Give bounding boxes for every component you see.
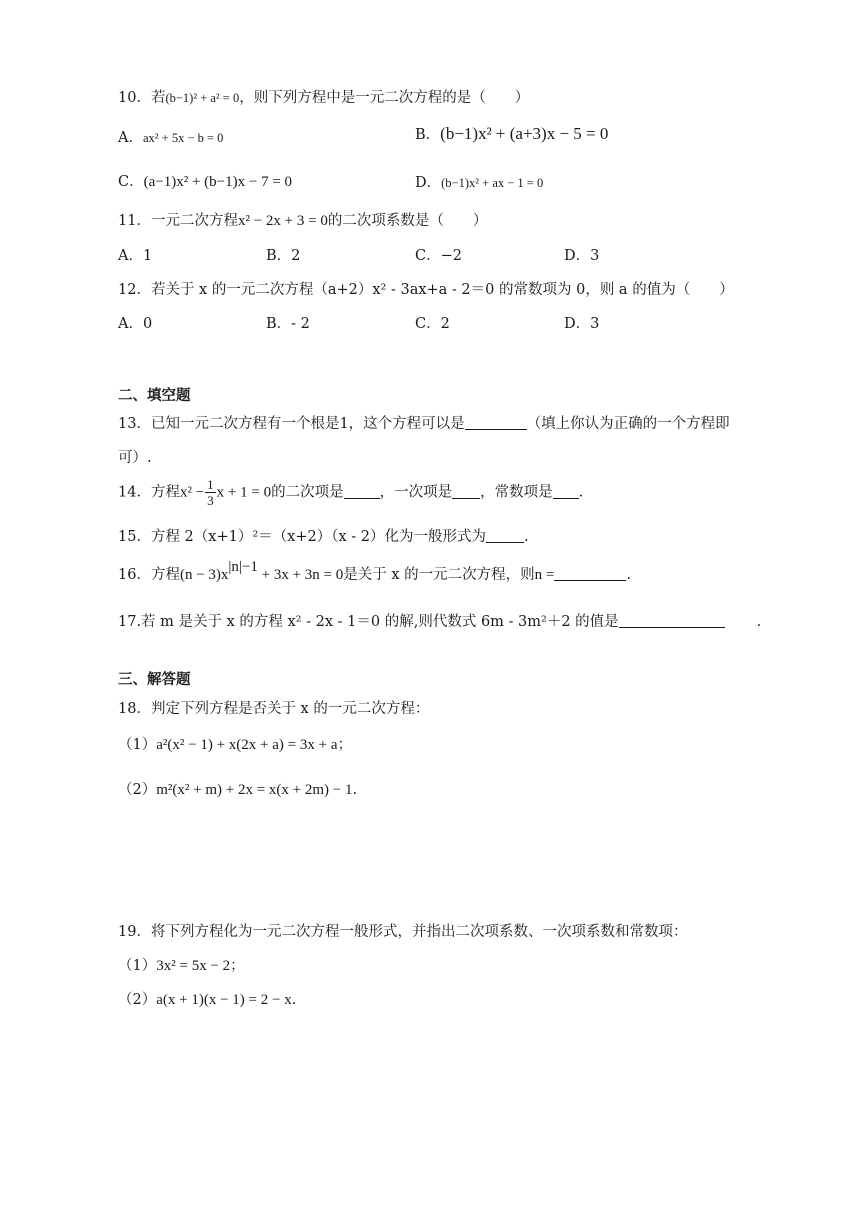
question-text: 是关于 x 的一元二次方程，则	[343, 567, 535, 583]
part-punctuation: ；	[230, 958, 245, 974]
question-text: .	[756, 614, 762, 630]
question-13-line-2: 可）.	[118, 450, 152, 466]
part-equation: a(x + 1)(x − 1) = 2 − x	[156, 992, 292, 1008]
equation-part: (n − 3)x	[179, 567, 229, 583]
q11-option-b: B．2	[266, 248, 301, 264]
question-text: .	[578, 484, 584, 501]
question-17	[118, 610, 761, 631]
equation-part: x + 1 = 0	[216, 484, 272, 501]
question-number: 11．一元二次方程	[118, 213, 238, 229]
question-19-part-1	[118, 954, 245, 975]
question-text: 的二次项是	[271, 484, 344, 501]
question-text: ，一次项是	[379, 484, 453, 501]
question-text: 15．方程 2（x+1）²＝（x+2）（x ‐ 2）化为一般形式为	[118, 529, 486, 545]
question-text: ，常数项是	[480, 484, 553, 501]
part-label: （2）	[118, 782, 157, 798]
fraction-denominator: 3	[207, 493, 214, 508]
answer-blank[interactable]	[344, 484, 380, 499]
question-19-stem: 19．将下列方程化为一元二次方程一般形式，并指出二次项系数、一次项系数和常数项：	[118, 924, 688, 940]
answer-blank[interactable]	[452, 484, 480, 499]
part-equation: m²(x² + m) + 2x = x(x + 2m) − 1	[156, 782, 353, 798]
q12-option-a: A．0	[118, 316, 153, 332]
fraction-numerator: 1	[207, 477, 214, 492]
option-label: C．	[118, 174, 144, 190]
option-equation: ax² + 5x − b = 0	[142, 131, 224, 145]
fraction	[205, 478, 216, 507]
answer-blank[interactable]	[465, 415, 527, 430]
answer-blank[interactable]	[554, 566, 626, 581]
question-number: 10．若	[118, 90, 166, 106]
answer-blank[interactable]	[486, 528, 524, 543]
part-punctuation: ；	[337, 737, 352, 753]
question-18-stem: 18．判定下列方程是否关于 x 的一元二次方程：	[118, 701, 430, 717]
option-d	[415, 171, 543, 192]
exponent: |n|−1	[228, 558, 258, 575]
q12-option-c: C．2	[415, 316, 450, 332]
option-label: D．	[415, 175, 442, 191]
part-punctuation: .	[352, 782, 358, 798]
q12-option-b: B．‐ 2	[266, 316, 310, 332]
q11-option-c: C．−2	[415, 248, 462, 264]
option-label: A．	[118, 130, 143, 146]
q12-option-d: D．3	[564, 316, 600, 332]
question-12-stem: 12．若关于 x 的一元二次方程（a+2）x² ‐ 3ax+a ‐ 2＝0 的常数项为 0，则 a 的值为（ ）	[118, 282, 734, 298]
option-b	[415, 123, 608, 144]
part-label: （1）	[118, 958, 157, 974]
variable: n =	[534, 567, 555, 583]
question-text: ，则下列方程中是一元二次方程的是（ ）	[239, 90, 530, 106]
question-11-stem	[118, 209, 487, 230]
question-15	[118, 525, 529, 546]
question-text: .	[523, 529, 529, 545]
question-number: 16．方程	[118, 567, 180, 583]
option-equation: (b−1)x² + (a+3)x − 5 = 0	[440, 124, 609, 143]
part-label: （1）	[118, 737, 157, 753]
question-text: 17.若 m 是关于 x 的方程 x² ‐ 2x ‐ 1＝0 的解,则代数式 6m ‐ 3m²＋2 的值是	[118, 614, 619, 630]
section-title-fill-in: 二、填空题	[118, 387, 191, 404]
question-10-stem	[118, 86, 529, 107]
option-equation: (a−1)x² + (b−1)x − 7 = 0	[143, 174, 293, 190]
part-equation: 3x² = 5x − 2	[156, 958, 231, 974]
condition-equation: (b−1)² + a² = 0	[165, 91, 240, 105]
part-label: （2）	[118, 992, 157, 1008]
q11-option-a: A．1	[118, 248, 153, 264]
q11-option-d: D．3	[564, 248, 600, 264]
part-punctuation: .	[291, 992, 297, 1008]
answer-blank[interactable]	[619, 613, 725, 628]
section-title-solve: 三、解答题	[118, 671, 191, 688]
equation-part: + 3x + 3n = 0	[257, 567, 344, 583]
option-label: B．	[415, 127, 441, 143]
question-16	[118, 558, 631, 584]
question-text: （填上你认为正确的一个方程即	[526, 416, 730, 432]
question-19-part-2	[118, 988, 296, 1009]
question-text: .	[626, 567, 631, 583]
part-equation: a²(x² − 1) + x(2x + a) = 3x + a	[156, 737, 338, 753]
option-c	[118, 170, 292, 191]
question-equation: x² − 2x + 3 = 0	[237, 213, 328, 229]
answer-blank[interactable]	[553, 484, 579, 499]
option-equation: (b−1)x² + ax − 1 = 0	[441, 176, 544, 190]
question-text: 的二次项系数是（ ）	[327, 213, 488, 229]
question-14	[118, 478, 583, 507]
question-13-line-1	[118, 412, 730, 433]
question-text: 13．已知一元二次方程有一个根是1，这个方程可以是	[118, 416, 465, 432]
question-18-part-1	[118, 733, 352, 754]
equation-part: x² −	[179, 484, 205, 501]
option-a	[118, 126, 223, 147]
question-18-part-2	[118, 778, 357, 799]
question-number: 14．方程	[118, 484, 180, 501]
